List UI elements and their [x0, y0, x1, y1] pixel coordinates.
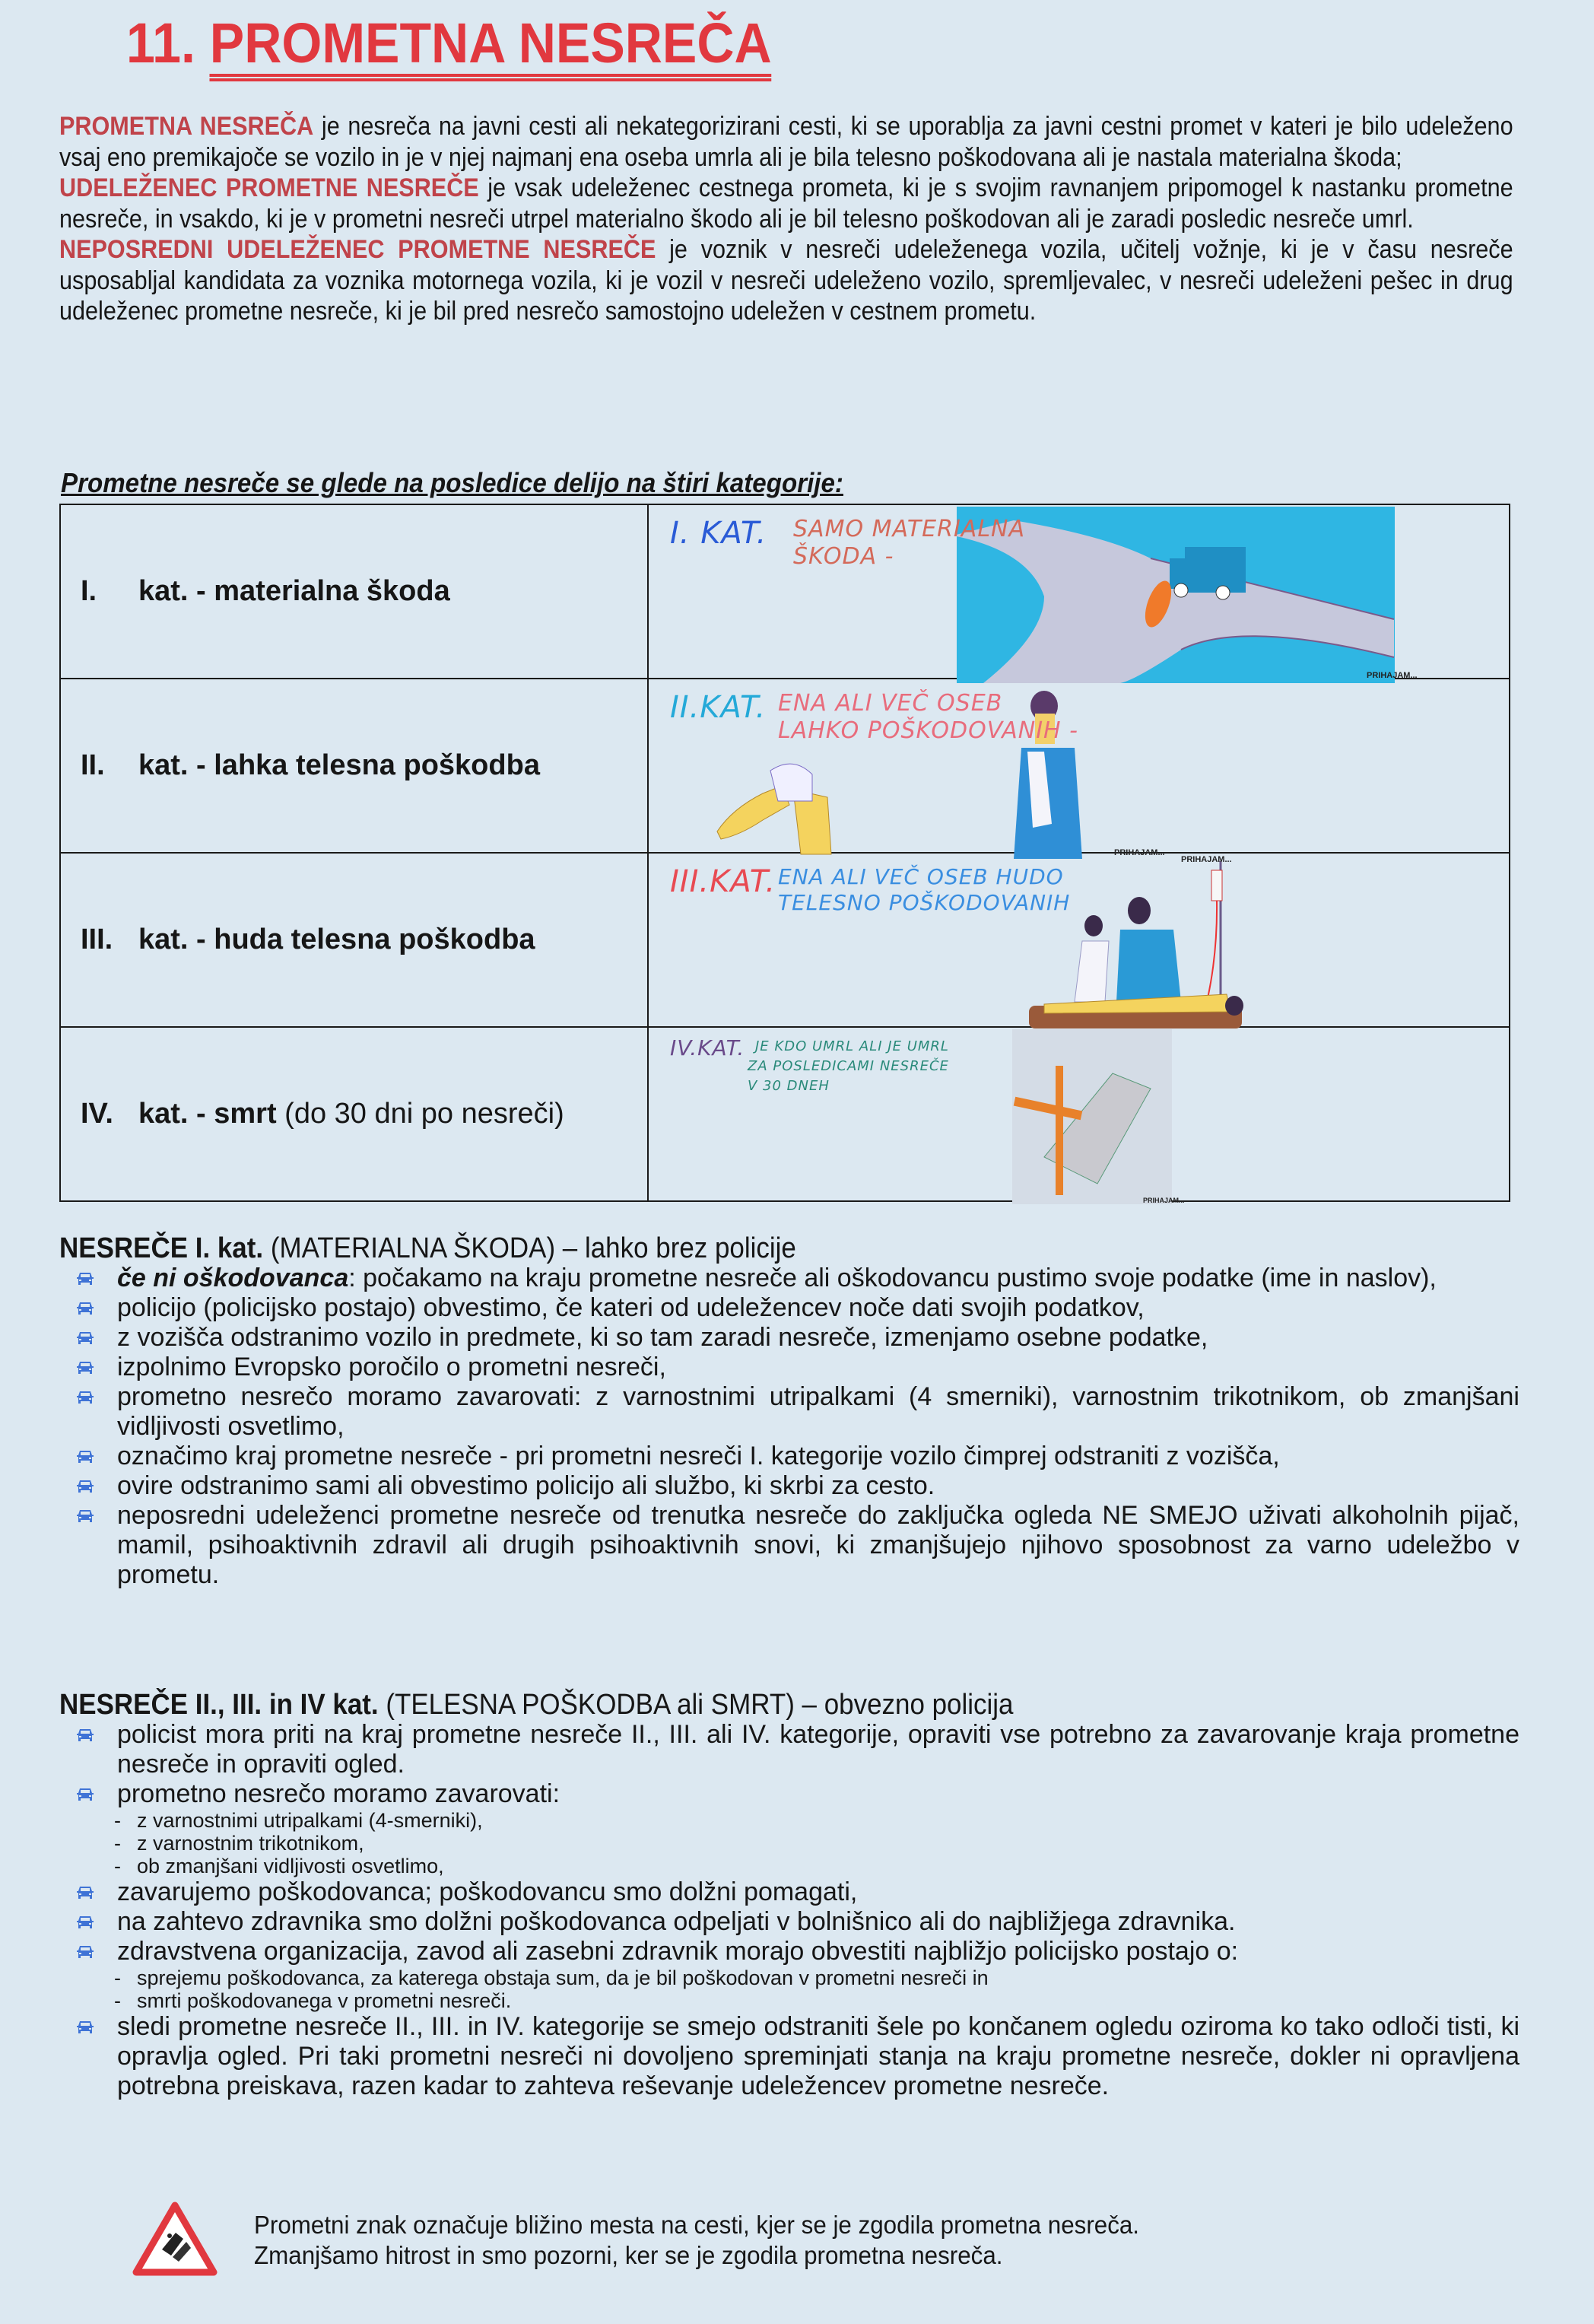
car-icon	[76, 1478, 94, 1495]
category-illustration-cell	[648, 1027, 1510, 1204]
list-item	[59, 1937, 1519, 1966]
list-item	[59, 1907, 1519, 1937]
car-icon	[76, 1389, 94, 1406]
table-row	[60, 504, 1510, 679]
definition-term: NEPOSREDNI UDELEŽENEC PROMETNE NESREČE	[59, 235, 656, 264]
list-item	[59, 1264, 1519, 1293]
list-item-text: policijo (policijsko postajo) obvestimo, če kateri od udeležencev noče dati svojih podatkov,	[117, 1293, 1145, 1322]
list-item	[59, 1471, 1519, 1501]
section-category-2-4	[59, 1690, 1519, 2101]
definition-text: je voznik v nesreči udeleženega vozila, učitelj vožnje, ki je v času nesreče usposabljal kandidata za voznika motornega vozila, ki je vozil v nesreči udeleženo vozilo, spremljevalec, v nesreči udeleženi pešec in drug udeleženec prometne nesreče, ki je bil pred nesrečo samostojno udeležen v cestnem prometu.	[59, 235, 1513, 326]
drawing-caption: LAHKO POŠKODOVANIH -	[778, 717, 1078, 744]
drawing-signature: PRIHAJAM...	[1367, 671, 1418, 680]
list-item-text: označimo kraj prometne nesreče - pri prometni nesreči I. kategorije vozilo čimprej odstraniti z vozišča,	[117, 1442, 1280, 1470]
category-label-cell	[60, 504, 648, 679]
category-numeral: III.	[81, 924, 113, 955]
table-row	[60, 853, 1510, 1027]
definition-paragraph	[59, 173, 1513, 234]
section-heading-bold: NESREČE II., III. in IV kat.	[59, 1689, 379, 1721]
sub-list-item: - smrti poškodovanega v prometni nesreči.	[114, 1989, 1519, 2012]
list-item-text: ovire odstranimo sami ali obvestimo policijo ali službo, ki skrbi za cesto.	[117, 1471, 935, 1500]
list-item	[59, 2012, 1519, 2101]
section-list	[59, 1720, 1519, 1809]
car-icon	[76, 1944, 94, 1960]
category-label-cell	[60, 853, 648, 1027]
car-icon	[76, 1914, 94, 1931]
section-list	[59, 2012, 1519, 2101]
drawing-signature: PRIHAJAM...	[1143, 1197, 1185, 1204]
car-icon	[76, 1359, 94, 1376]
category-label-cell	[60, 1027, 648, 1201]
definition-text: je vsak udeleženec cestnega prometa, ki je s svojim ravnanjem pripomogel k nastanku prometne nesreče, in vsakdo, ki je v prometni nesreči utrpel materialno škodo ali je bil telesno poškodovan ali je zaradi posledic nesreče umrl.	[59, 173, 1513, 234]
category-illustration-cell	[648, 853, 1510, 1027]
definition-text: je nesreča na javni cesti ali nekategorizirani cesti, ki se uporablja za javni cestni promet v kateri je bilo udeleženo vsaj eno premikajoče se vozilo in je v njej najmanj ena oseba umrla ali je bila telesno poškodovana ali je nastala materialna škoda;	[59, 112, 1513, 172]
table-row	[60, 679, 1510, 853]
section-category-1	[59, 1234, 1519, 1590]
category-extra: (do 30 dni po nesreči)	[276, 1098, 564, 1130]
list-item	[59, 1442, 1519, 1471]
drawing-caption: ZA POSLEDICAMI NESREČE	[748, 1058, 949, 1074]
definition-paragraph	[59, 234, 1513, 327]
drawing-caption: ENA ALI VEČ OSEB	[778, 690, 1003, 717]
list-item	[59, 1323, 1519, 1353]
car-icon	[76, 1508, 94, 1524]
list-item-text: zavarujemo poškodovanca; poškodovancu smo dolžni pomagati,	[117, 1877, 858, 1906]
list-item-text: prometno nesrečo moramo zavarovati: z varnostnimi utripalkami (4 smerniki), varnostnim trikotnikom, ob zmanjšani vidljivosti osvetlimo,	[117, 1382, 1519, 1441]
table-row	[60, 1027, 1510, 1201]
category-numeral: I.	[81, 575, 97, 607]
drawing-caption: TELESNO POŠKODOVANIH	[778, 890, 1071, 915]
sub-list	[59, 1809, 1519, 1877]
category-numeral: II.	[81, 749, 105, 781]
accident-warning-sign-icon	[133, 2202, 217, 2275]
section-list	[59, 1264, 1519, 1590]
list-item-text: neposredni udeleženci prometne nesreče od trenutka nesreče do zaključka ogleda NE SMEJO uživati alkoholnih pijač, mamil, psihoaktivnih zdravil ali drugih psihoaktivnih snovi, ki zmanjšujejo njihovo sposobnost za varno udeležbo v prometu.	[117, 1501, 1519, 1589]
car-icon	[76, 1786, 94, 1803]
section-heading-normal: (MATERIALNA ŠKODA) – lahko brez policije	[263, 1232, 796, 1264]
list-item-text: na zahtevo zdravnika smo dolžni poškodovanca odpeljati v bolnišnico ali do najbližjega zdravnika.	[117, 1907, 1236, 1936]
list-item-lead: če ni oškodovanca	[117, 1264, 349, 1292]
definition-term: UDELEŽENEC PROMETNE NESREČE	[59, 173, 479, 202]
page-title	[126, 11, 772, 75]
section-heading	[59, 1690, 1402, 1720]
categories-heading: Prometne nesreče se glede na posledice delijo na štiri kategorije:	[61, 467, 843, 498]
car-icon	[76, 1330, 94, 1346]
category-illustration-cell	[648, 679, 1510, 857]
car-icon	[76, 1727, 94, 1744]
list-item	[59, 1779, 1519, 1809]
car-icon	[76, 2019, 94, 2036]
grave-drawing	[649, 1028, 1531, 1207]
sub-list-item: - sprejemu poškodovanca, za katerega obstaja sum, da je bil poškodovan v prometni nesreči in	[114, 1966, 1519, 1989]
sub-list	[59, 1966, 1519, 2012]
car-icon	[76, 1884, 94, 1901]
definitions	[59, 111, 1513, 327]
road-crash-drawing	[649, 505, 1531, 685]
category-illustration-cell	[648, 504, 1510, 679]
sub-list-item: - z varnostnimi utripalkami (4-smerniki),	[114, 1809, 1519, 1832]
categories-table	[59, 504, 1510, 1202]
section-heading-bold: NESREČE I. kat.	[59, 1232, 264, 1264]
section-heading-normal: (TELESNA POŠKODBA ali SMRT) – obvezno policija	[378, 1689, 1014, 1721]
definition-term: PROMETNA NESREČA	[59, 112, 314, 141]
drawing-signature: PRIHAJAM...	[1114, 848, 1165, 857]
list-item-text: zdravstvena organizacija, zavod ali zasebni zdravnik morajo obvestiti najbližjo policijsko postajo o:	[117, 1937, 1239, 1966]
list-item	[59, 1293, 1519, 1323]
drawing-kat-label: II.KAT.	[670, 690, 767, 725]
title-text: PROMETNA NESREČA	[209, 11, 772, 75]
list-item-text: sledi prometne nesreče II., III. in IV. kategorije se smejo odstraniti šele po končanem ogledu oziroma ko tako odloči tisti, ki opravlja ogled. Pri taki prometni nesreči ni dovoljeno spreminjati stanja na kraju prometne nesreče, dokler ni opravljena potrebna preiskava, razen kadar to zahteva reševanje udeležencev prometne nesreče.	[117, 2012, 1519, 2100]
sub-list-item: - z varnostnim trikotnikom,	[114, 1832, 1519, 1855]
illustration-death	[649, 1028, 1509, 1204]
list-item-text: izpolnimo Evropsko poročilo o prometni nesreči,	[117, 1353, 666, 1381]
illustration-property-damage	[649, 505, 1509, 678]
drawing-kat-label: III.KAT.	[670, 864, 776, 899]
list-item-text: z vozišča odstranimo vozilo in predmete, ki so tam zaradi nesreče, izmenjamo osebne podatke,	[117, 1323, 1208, 1352]
sign-note-line: Prometni znak označuje bližino mesta na cesti, kjer se je zgodila prometna nesreča.	[254, 2211, 1140, 2239]
category-label-cell	[60, 679, 648, 853]
category-label: kat. - smrt	[138, 1098, 277, 1130]
list-item	[59, 1501, 1519, 1590]
sign-note-line: Zmanjšamo hitrost in smo pozorni, ker se je zgodila prometna nesreča.	[254, 2241, 1003, 2269]
sub-list-item: - ob zmanjšani vidljivosti osvetlimo,	[114, 1855, 1519, 1877]
drawing-kat-label: I. KAT.	[670, 516, 767, 551]
car-icon	[76, 1300, 94, 1317]
title-number: 11.	[126, 11, 195, 75]
drawing-caption: V 30 DNEH	[748, 1078, 830, 1094]
sign-note	[254, 2210, 1139, 2271]
section-heading	[59, 1234, 1402, 1264]
list-item-text: policist mora priti na kraj prometne nesreče II., III. ali IV. kategorije, opraviti vse potrebno za zavarovanje kraja prometne nesreče in opraviti ogled.	[117, 1720, 1519, 1779]
list-item	[59, 1877, 1519, 1907]
category-label: kat. - huda telesna poškodba	[138, 924, 535, 955]
list-item-text: : počakamo na kraju prometne nesreče ali oškodovancu pustimo svoje podatke (ime in naslov),	[348, 1264, 1437, 1292]
car-icon	[76, 1270, 94, 1287]
category-label: kat. - lahka telesna poškodba	[138, 749, 540, 781]
drawing-caption: JE KDO UMRL ALI JE UMRL	[755, 1038, 949, 1054]
illustration-light-injury	[649, 679, 1509, 857]
definition-paragraph	[59, 111, 1513, 173]
drawing-kat-label: IV.KAT.	[670, 1035, 745, 1060]
illustration-serious-injury	[649, 854, 1509, 1026]
drawing-signature: PRIHAJAM...	[1181, 855, 1232, 864]
drawing-caption: ENA ALI VEČ OSEB HUDO	[778, 864, 1064, 889]
section-list	[59, 1877, 1519, 1966]
list-item-text: prometno nesrečo moramo zavarovati:	[117, 1779, 560, 1808]
list-item	[59, 1382, 1519, 1442]
drawing-caption: ŠKODA -	[793, 543, 894, 570]
list-item	[59, 1353, 1519, 1382]
car-icon	[76, 1448, 94, 1465]
drawing-caption: SAMO MATERIALNA	[793, 516, 1025, 542]
category-label: kat. - materialna škoda	[138, 575, 450, 607]
category-numeral: IV.	[81, 1098, 113, 1130]
list-item	[59, 1720, 1519, 1779]
